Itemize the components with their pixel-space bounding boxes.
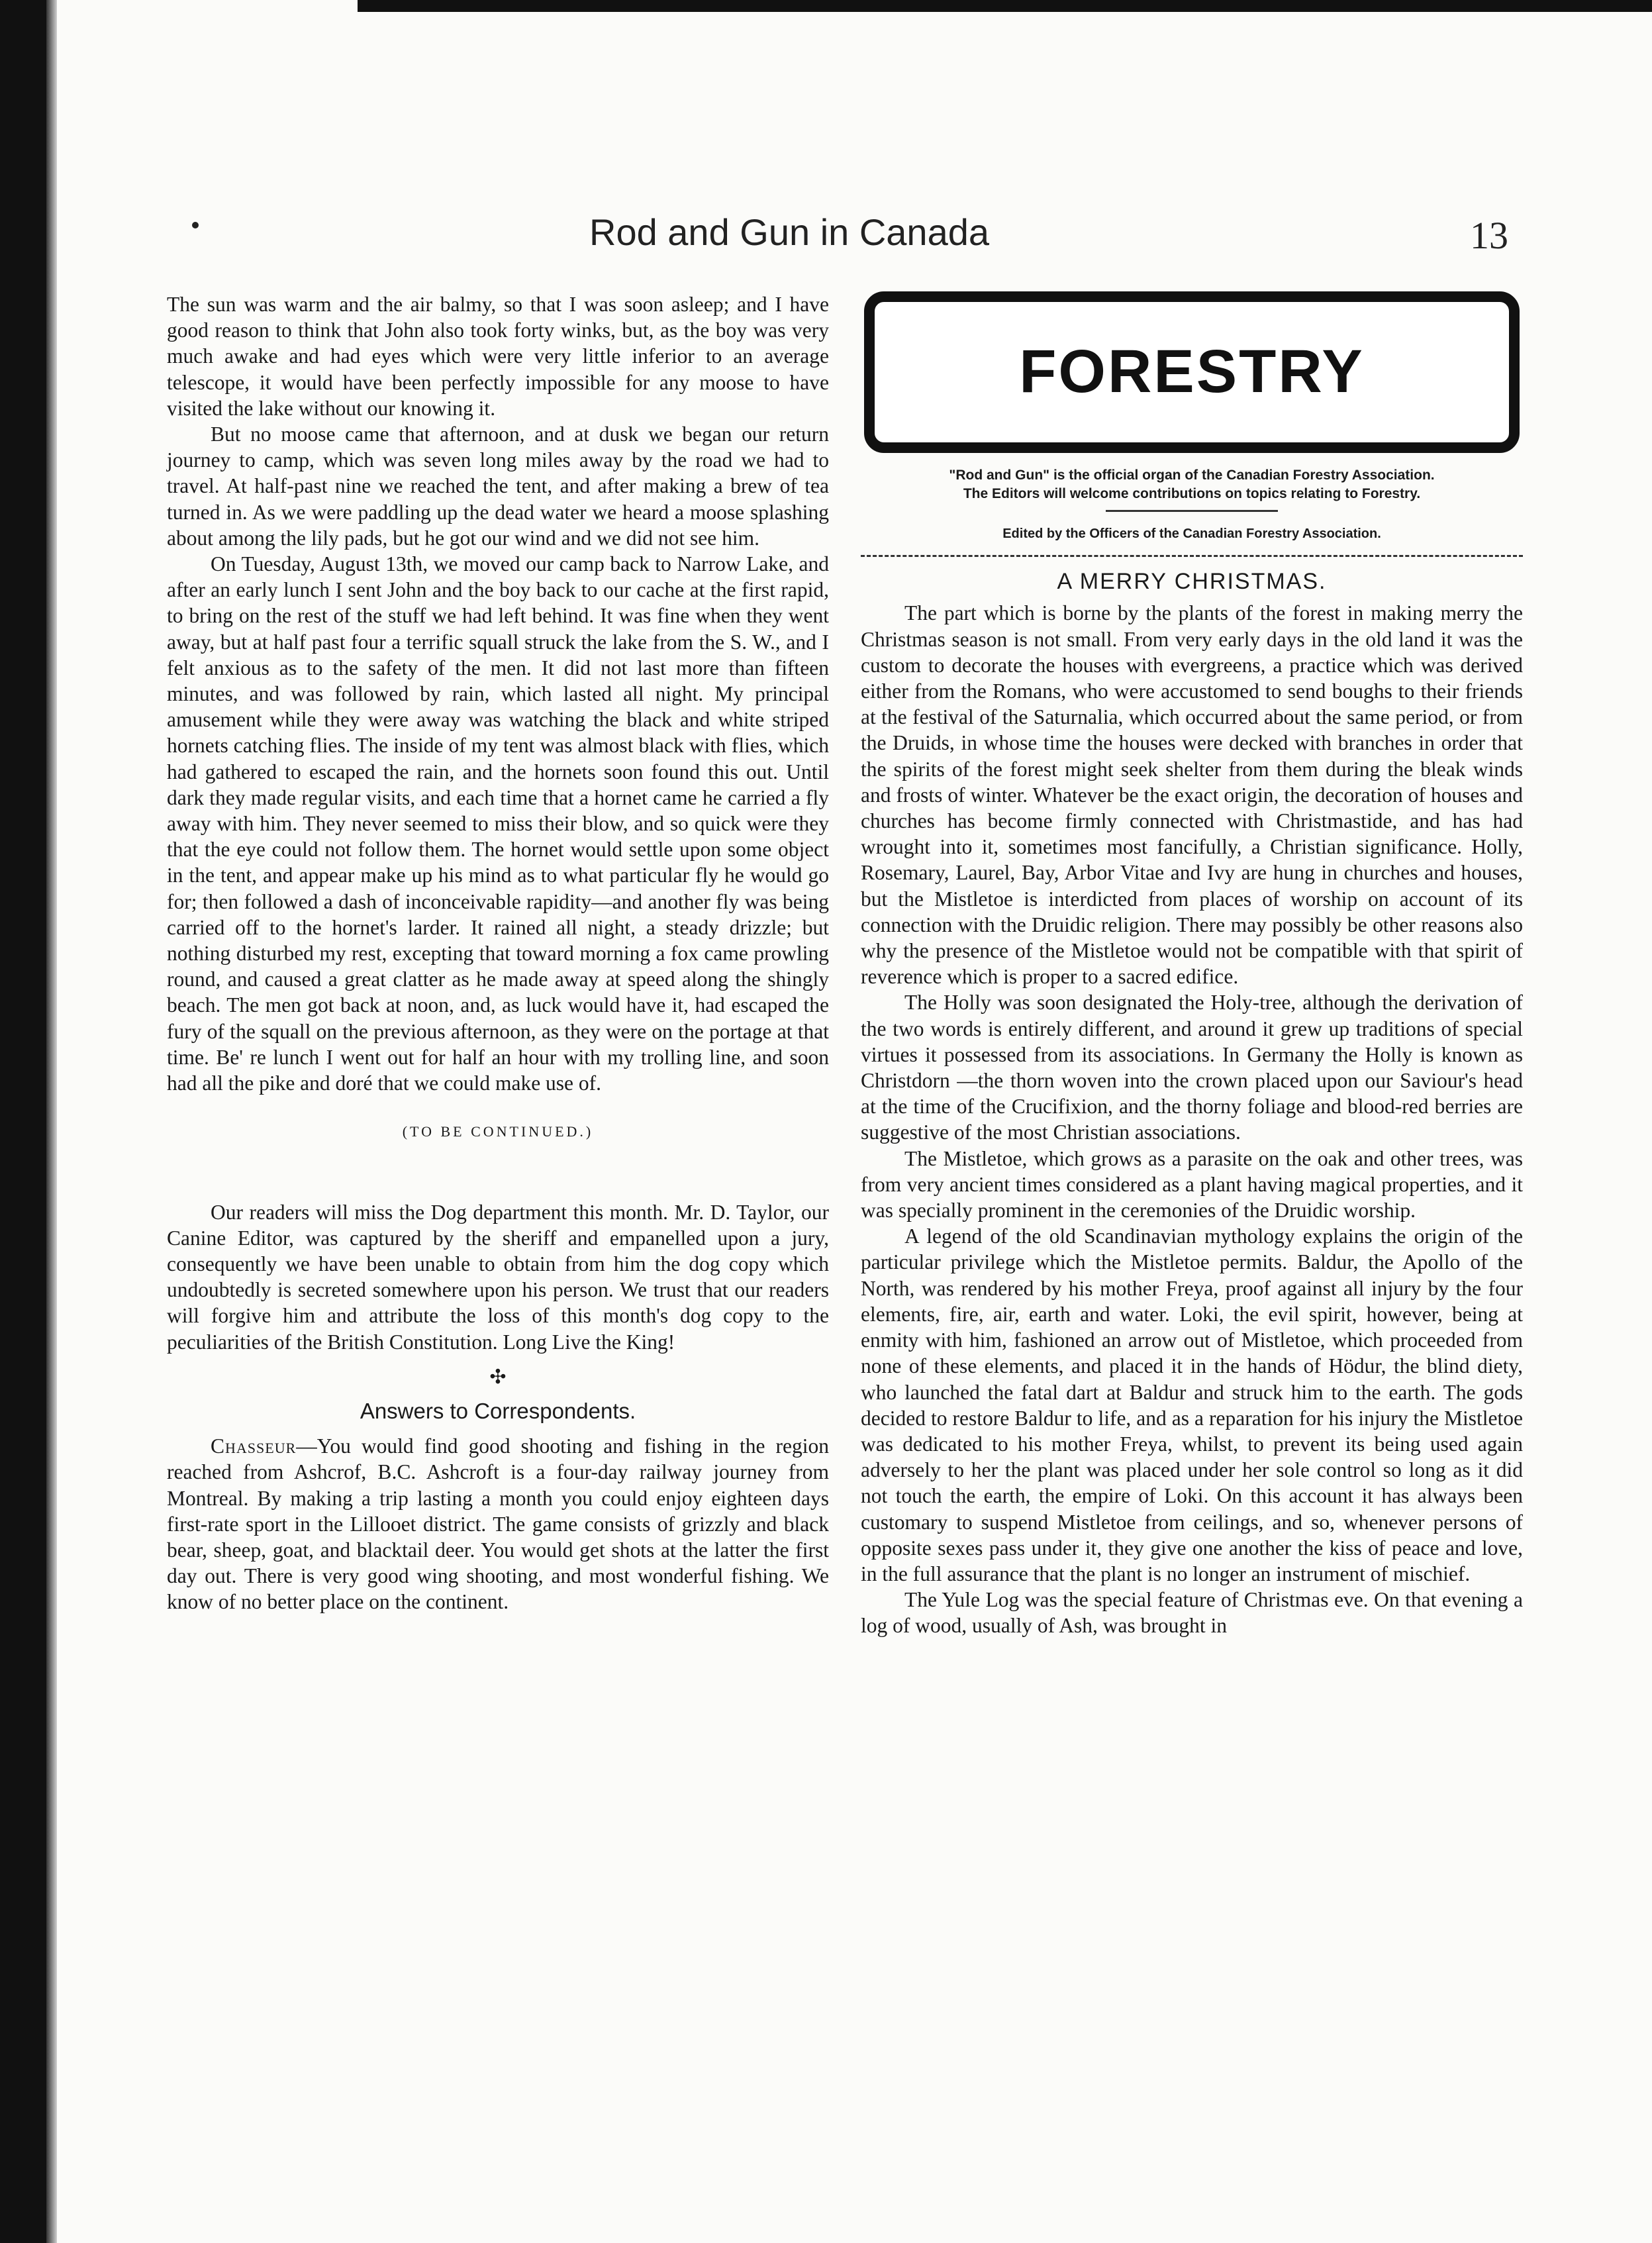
- story-paragraph: On Tuesday, August 13th, we moved our camp back to Narrow Lake, and after an early lunch I sent John and the boy back to our cache at the first rapid, to bring on the rest of the stuff we had left behind. It was fine when they went away, but at half past four a terrific squall struck the lake from the S. W., and I felt anxious as to the safety of the men. It did not last more than fifteen minutes, and was followed by rain, which lasted all night. My principal amusement while they were away was watching the black and white striped hornets catching flies. The inside of my tent was almost black with flies, which had gathered to escaped the rain, and the hornets soon found this out. Until dark they made regular visits, and each time that a hornet came he carried a fly away with him. They never seemed to miss their blow, and so quick were they that the eye could not follow them. The hornet would settle upon some object in the tent, and appear make up his mind as to what particular fly he would go for; then followed a dash of inconceivable rapidity—and another fly was being carried off to the hornet's larder. It rained all night, a steady drizzle; but nothing disturbed my rest, excepting that toward morning a fox came prowling round, and caused a great clatter as he made away at speed along the shingly beach. The men got back at noon, and, as luck would have it, had escaped the fury of the squall on the previous afternoon, as they were on the portage at that time. Be' re lunch I went out for half an hour with my trolling line, and soon had all the pike and doré that we could make use of.: [167, 552, 829, 1095]
- right-column: [861, 291, 1523, 1639]
- answers-heading: Answers to Correspondents.: [360, 1398, 636, 1423]
- article-title: A MERRY CHRISTMAS.: [1057, 569, 1327, 595]
- article-paragraph: The Yule Log was the special feature of Christmas eve. On that evening a log of wood, usually of Ash, was brought in: [861, 1588, 1523, 1638]
- page-header: [589, 211, 1516, 270]
- article-paragraph: The Holly was soon designated the Holy-tree, although the derivation of the two words is entirely different, and around it grew up traditions of special virtues it possessed from its associations. In Germany the Holly is known as Christdorn —the thorn woven into the crown placed upon our Saviour's head at the time of the Crucifixion, and the thorny foliage and blood-red berries are suggestive of the most Christian associations.: [861, 991, 1523, 1144]
- article-paragraph: A legend of the old Scandinavian mythology explains the origin of the particular privilege which the Mistletoe permits. Baldur, the Apollo of the North, was rendered by his mother Freya, proof against all injury by the four elements, fire, air, earth and water. Loki, the evil spirit, however, being at enmity with him, fashioned an arrow out of Mistletoe, which proceeded from none of these elements, and placed it in the hands of Hödur, the blind diety, who launched the fatal dart at Baldur and struck him to the earth. The gods decided to restore Baldur to life, and as a reparation for his injury the Mistletoe was dedicated to his mother Freya, whilst, to prevent its being used again adversely to her the plant was placed under her sole control so long as it did not touch the earth, the empire of Loki. On this account it has always been customary to suspend Mistletoe from ceilings, and so, whenever persons of opposite sexes pass under it, they give one another the kiss of peace and love, in the full assurance that the plant is no longer an instrument of mischief.: [861, 1224, 1523, 1585]
- running-title: Rod and Gun in Canada: [589, 211, 989, 253]
- left-column: [167, 291, 829, 1615]
- page-number: 13: [1470, 214, 1508, 257]
- notice-line: "Rod and Gun" is the official organ of the Canadian Forestry Association.: [949, 468, 1435, 483]
- story-paragraph: But no moose came that afternoon, and at dusk we began our return journey to camp, which was seven long miles away by the road we had to travel. At half-past nine we reached the tent, and after making a brew of tea turned in. As we were paddling up the dead water we heard a moose splashing about among the lily pads, but he got our wind and we did not see him.: [167, 423, 829, 550]
- answer-correspondent-name: Chasseur: [211, 1434, 297, 1458]
- dashed-divider: [861, 555, 1523, 557]
- forestry-banner: [864, 291, 1520, 453]
- answer-text: —You would find good shooting and fishing in the region reached from Ashcrof, B.C. Ashcroft is a four-day railway journey from Montreal. By making a trip lasting a month you could enjoy eighteen days first-rate sport in the Lillooet district. The game consists of grizzly and black bear, sheep, goat, and blacktail deer. You would get shots at the latter the first day out. There is very good wing shooting, and most wonderful fishing. We know of no better place on the continent.: [167, 1434, 829, 1614]
- article-paragraph: The part which is borne by the plants of the forest in making merry the Christmas season is not small. From very early days in the old land it was the custom to decorate the houses with evergreens, a practice which was derived either from the Romans, who were accustomed to send boughs to their friends at the festival of the Saturnalia, which occurred about the same period, or from the Druids, in whose time the houses were decked with branches in order that the spirits of the forest might seek shelter from them during the bleak winds and frosts of winter. Whatever be the exact origin, the decoration of houses and churches has become firmly connected with Christmastide, and has had wrought into it, sometimes most fancifully, a Christian significance. Holly, Rosemary, Laurel, Bay, Arbor Vitae and Ivy are hung in churches and houses, but the Mistletoe is interdicted from places of worship on account of its connection with the Druidic religion. There may possibly be other reasons also why the presence of the Mistletoe would not be compatible with that spirit of reverence which is proper to a sacred edifice.: [861, 601, 1523, 989]
- edited-by-line: Edited by the Officers of the Canadian Forestry Association.: [1002, 526, 1381, 541]
- divider-rule: [1106, 510, 1278, 512]
- scan-top-bar: [358, 0, 1652, 12]
- article-paragraph: The Mistletoe, which grows as a parasite on the oak and other trees, was from very ancient times considered as a plant having magical properties, and it was specially prominent in the ceremonies of the Druidic worship.: [861, 1146, 1523, 1222]
- scan-dark-margin: [0, 0, 46, 2243]
- dog-department-notice: Our readers will miss the Dog department this month. Mr. D. Taylor, our Canine Editor, was captured by the sheriff and empanelled upon a jury, consequently we have been unable to obtain from him the dog copy which undoubtedly is secreted somewhere upon his person. We trust that our readers will forgive him and attribute the loss of this month's dog copy to the peculiarities of the British Constitution. Long Live the King!: [167, 1200, 829, 1354]
- scan-margin-edge: [46, 0, 57, 2243]
- continued-note: (TO BE CONTINUED.): [402, 1123, 594, 1140]
- ornament-glyph: ✣: [489, 1366, 507, 1388]
- notice-line: The Editors will welcome contributions on topics relating to Forestry.: [963, 486, 1421, 501]
- official-organ-notice: [861, 466, 1523, 503]
- ink-speck: [192, 222, 199, 228]
- answer-paragraph: [167, 1433, 829, 1615]
- story-paragraph: The sun was warm and the air balmy, so that I was soon asleep; and I have good reason to think that John also took forty winks, but, as the boy was very much awake and had eyes which were very little inferior to an average telescope, it would have been perfectly impossible for any moose to have visited the lake without our knowing it.: [167, 293, 829, 420]
- banner-title: FORESTRY: [1019, 338, 1365, 406]
